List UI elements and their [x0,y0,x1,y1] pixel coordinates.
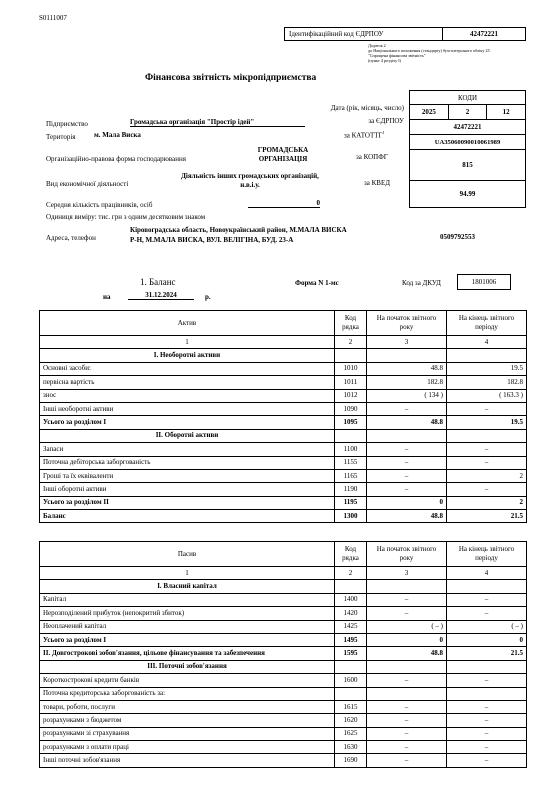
table-row [40,727,527,740]
annex-line: (пункт 4 розділу I) [368,58,402,63]
table-row [40,402,527,415]
balance-date: 31.12.2024 [128,291,194,300]
table-row [40,389,527,402]
liab-col-name: Пасив [40,542,335,567]
cell-end: 0 [447,633,527,646]
cell-end: – [447,443,527,456]
balance-on-label: на [103,293,111,301]
cell-code [335,687,367,700]
liab-col-code: Код рядка [335,542,367,567]
table-row [40,362,527,375]
cell-name: Гроші та їх еквіваленти [40,469,335,482]
assets-col-code: Код рядка [335,311,367,336]
enterprise-name: Громадська організація "Простір ідей" [130,118,305,127]
cell-end: – [447,674,527,687]
cell-name: III. Поточні зобов'язання [40,660,335,673]
table-row [40,607,527,620]
liab-col-end: На кінець звітного періоду [447,542,527,567]
cell-end: ( 163.3 ) [447,389,527,402]
cell-name: розрахунками з бюджетом [40,714,335,727]
table-row [40,483,527,496]
cell-start: 48.8 [367,510,447,523]
cell-code: 1600 [335,674,367,687]
cell-name: II. Довгострокові зобов'язання, цільове фінансування та забезпечення [40,647,335,660]
cell-code: 1630 [335,741,367,754]
cell-start [367,580,447,593]
cell-start: ( 134 ) [367,389,447,402]
table-row [40,633,527,646]
cell-code [335,580,367,593]
cell-name: I. Необоротні активи [40,349,335,362]
cell-code: 1012 [335,389,367,402]
cell-start: – [367,469,447,482]
annex-note [368,43,490,63]
cell-start [367,429,447,442]
cell-code: 1625 [335,727,367,740]
cell-end: 182.8 [447,376,527,389]
cell-start: – [367,607,447,620]
kved-label: за КВЕД [364,179,391,187]
assets-col-end: На кінець звітного періоду [447,311,527,336]
cell-start: – [367,727,447,740]
legal-form-value: ГРОМАДСЬКА ОРГАНІЗАЦІЯ [257,146,309,163]
liabilities-table [39,541,527,768]
cell-code: 1155 [335,456,367,469]
cell-start: – [367,741,447,754]
cell-name: Короткострокові кредити банків [40,674,335,687]
table-row [40,660,527,673]
cell-end [447,349,527,362]
cell-start: ( – ) [367,620,447,633]
legal-form-label: Організаційно-правова форма господарювання [46,155,186,163]
cell-name: Усього за розділом II [40,496,335,509]
address-line: Р-Н, М.МАЛА ВИСКА, ВУЛ. ВЕЛІГІНА, БУД. 23-А [130,236,294,244]
cell-name: Баланс [40,510,335,523]
address-line: Кіровоградська область, Новоукраїнський район, М.МАЛА ВИСКА [130,226,347,234]
table-row [40,429,527,442]
codes-title: КОДИ [410,91,526,105]
cell-code: 1420 [335,607,367,620]
activity-label: Вид економічної діяльності [46,180,129,188]
assets-col-name: Актив [40,311,335,336]
cell-name: Інші необоротні активи [40,402,335,415]
cell-start [367,687,447,700]
table-row [40,349,527,362]
form-code: S0111007 [39,14,67,22]
address-value [130,225,347,245]
assets-col-start: На початок звітного року [367,311,447,336]
cell-name: Поточна кредиторська заборгованість за: [40,687,335,700]
cell-end: ( – ) [447,620,527,633]
cell-name: первісна вартість [40,376,335,389]
date-month: 2 [448,105,487,120]
code-kved: 94.99 [410,181,526,208]
territory-label: Територія [46,133,76,141]
staff-value: 0 [248,199,320,208]
liab-num-2: 2 [335,567,367,580]
cell-start [367,660,447,673]
table-row [40,469,527,482]
cell-name: Усього за розділом I [40,633,335,646]
cell-code: 1495 [335,633,367,646]
cell-start: 0 [367,496,447,509]
cell-end: – [447,593,527,606]
phone-value: 0509792553 [440,233,475,241]
cell-code: 1620 [335,714,367,727]
cell-name: Капітал [40,593,335,606]
table-row [40,416,527,429]
address-label: Адреса, телефон [46,234,96,242]
liab-num-1: 1 [40,567,335,580]
cell-code [335,660,367,673]
cell-end: – [447,607,527,620]
cell-start: 0 [367,633,447,646]
annex-line: до Національного положення (стандарту) бухгалтерського обліку 25 [368,48,490,53]
table-row [40,593,527,606]
cell-start: – [367,443,447,456]
cell-end [447,580,527,593]
cell-code [335,429,367,442]
cell-code: 1690 [335,754,367,767]
cell-name: Поточна дебіторська заборгованість [40,456,335,469]
edrpou-box-label: Ідентифікаційний код ЄДРПОУ [285,28,443,41]
cell-end: 19.5 [447,416,527,429]
table-row [40,741,527,754]
cell-code: 1165 [335,469,367,482]
code-edrpou: 42472221 [410,120,526,135]
cell-start: 182.8 [367,376,447,389]
edrpou-box-value: 42472221 [443,28,526,41]
date-label: Дата (рік, місяць, число) [330,104,404,112]
territory-value: м. Мала Виска [94,131,141,139]
liab-num-4: 4 [447,567,527,580]
cell-end: 2 [447,469,527,482]
code-kopfg: 815 [410,150,526,181]
cell-start: – [367,714,447,727]
cell-name: Усього за розділом I [40,416,335,429]
cell-end: – [447,741,527,754]
cell-name: Нерозподілений прибуток (непокритий збиток) [40,607,335,620]
cell-end: – [447,754,527,767]
assets-num-4: 4 [447,336,527,349]
date-year: 2025 [410,105,449,120]
cell-name: Інші поточні зобов'язання [40,754,335,767]
cell-name: Основні засоби: [40,362,335,375]
katottg-label [344,130,385,139]
table-row [40,443,527,456]
kopfg-label: за КОПФГ [356,153,388,161]
cell-start: 48.8 [367,362,447,375]
table-row [40,647,527,660]
cell-name: II. Оборотні активи [40,429,335,442]
katottg-label-text: за КАТОТТГ [344,131,383,140]
cell-end: – [447,456,527,469]
liab-num-3: 3 [367,567,447,580]
table-row [40,496,527,509]
table-row [40,510,527,523]
cell-code: 1090 [335,402,367,415]
cell-code: 1095 [335,416,367,429]
cell-end: 2 [447,496,527,509]
unit-label: Одиниця виміру: тис. грн з одним десятковим знаком [46,213,206,221]
cell-end: – [447,727,527,740]
katottg-sup: 1 [382,130,385,135]
annex-line: Додаток 2 [368,43,386,48]
cell-name: I. Власний капітал [40,580,335,593]
cell-end [447,429,527,442]
cell-code: 1100 [335,443,367,456]
cell-start: – [367,593,447,606]
assets-num-1: 1 [40,336,335,349]
cell-start: 48.8 [367,647,447,660]
cell-start: – [367,700,447,713]
activity-value: Діяльність інших громадських організацій, н.в.і.у. [181,172,319,189]
table-row [40,376,527,389]
cell-code: 1195 [335,496,367,509]
cell-name: Неоплачений капітал [40,620,335,633]
codes-table [409,90,526,208]
cell-code [335,349,367,362]
cell-start: – [367,483,447,496]
cell-name: знос [40,389,335,402]
table-row [40,714,527,727]
edrpou-box [284,27,526,41]
cell-name: розрахунками зі страхування [40,727,335,740]
balance-year-suffix: р. [205,293,211,301]
cell-start: – [367,754,447,767]
cell-end: – [447,714,527,727]
assets-num-2: 2 [335,336,367,349]
cell-start: – [367,674,447,687]
table-row [40,620,527,633]
cell-code: 1615 [335,700,367,713]
date-day: 12 [487,105,526,120]
cell-end [447,660,527,673]
assets-table [39,310,527,523]
cell-code: 1190 [335,483,367,496]
liab-col-start: На початок звітного року [367,542,447,567]
cell-end: 21.5 [447,510,527,523]
table-row [40,674,527,687]
cell-code: 1300 [335,510,367,523]
table-row [40,580,527,593]
cell-start: – [367,456,447,469]
cell-start: – [367,402,447,415]
cell-code: 1010 [335,362,367,375]
cell-code: 1011 [335,376,367,389]
cell-end: 19.5 [447,362,527,375]
code-katottg: UA35060090010061989 [410,135,526,150]
cell-end [447,687,527,700]
table-row [40,754,527,767]
dkud-label: Код за ДКУД [402,279,441,287]
table-row [40,687,527,700]
staff-label: Середня кількість працівників, осіб [46,201,153,209]
cell-end: – [447,402,527,415]
cell-end: – [447,700,527,713]
cell-code: 1425 [335,620,367,633]
cell-end: 21.5 [447,647,527,660]
table-row [40,700,527,713]
form-label: Форма N 1-мс [295,279,339,287]
annex-line: "Спрощена фінансова звітність" [368,53,426,58]
cell-name: Запаси [40,443,335,456]
cell-name: розрахунками з оплати праці [40,741,335,754]
cell-code: 1400 [335,593,367,606]
dkud-value: 1801006 [457,274,511,290]
table-row [40,456,527,469]
edrpou-label: за ЄДРПОУ [368,117,404,125]
assets-num-3: 3 [367,336,447,349]
cell-code: 1595 [335,647,367,660]
cell-end: – [447,483,527,496]
cell-name: товари, роботи, послуги [40,700,335,713]
cell-start [367,349,447,362]
cell-name: Інші оборотні активи [40,483,335,496]
enterprise-label: Підприємство [46,120,88,128]
cell-start: 48.8 [367,416,447,429]
balance-title: 1. Баланс [140,277,176,287]
document-title: Фінансова звітність мікропідприємства [145,73,317,83]
